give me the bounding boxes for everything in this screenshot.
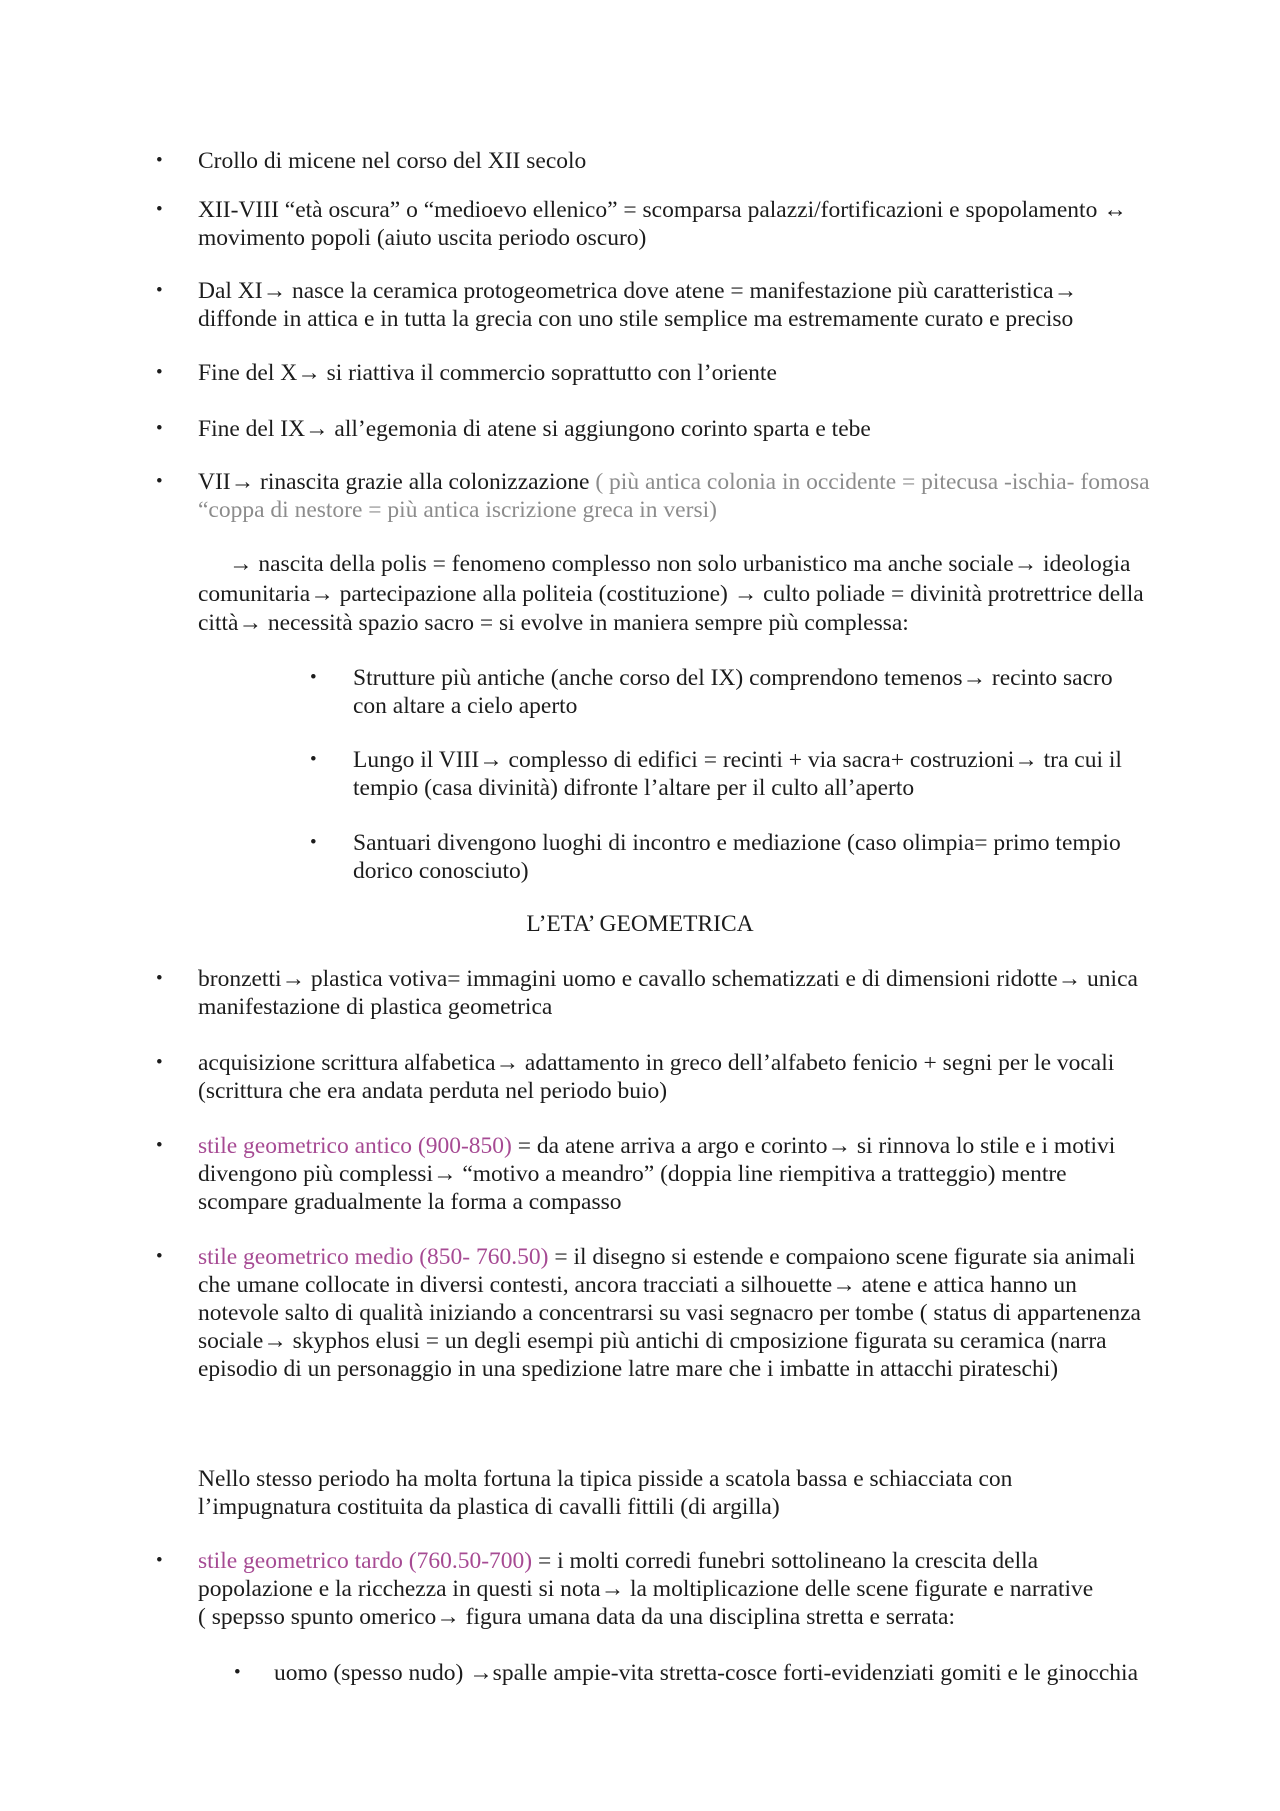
bullet-marker: •: [156, 362, 163, 383]
bullet-marker: •: [310, 667, 317, 688]
bullet-item: [0, 196, 1280, 252]
period-label: stile geometrico antico (900-850): [198, 1133, 512, 1159]
bullet-item: [0, 359, 1280, 387]
item-text: acquisizione scrittura alfabetica→ adattamento in greco dell’alfabeto fenicio + segni per le vocali (scrittura che era andata perduta nel periodo buio): [198, 1050, 1115, 1104]
item-text: Santuari divengono luoghi di incontro e mediazione (caso olimpia= primo tempio dorico conosciuto): [353, 830, 1121, 884]
bullet-marker: •: [234, 1662, 241, 1683]
item-text: Strutture più antiche (anche corso del IX) comprendono temenos→ recinto sacro con altare a cielo aperto: [353, 665, 1113, 719]
bullet-marker: •: [156, 150, 163, 171]
bullet-marker: •: [156, 1550, 163, 1571]
sub-bullet-item: [0, 829, 1280, 885]
item-text: uomo (spesso nudo) →spalle ampie-vita stretta-cosce forti-evidenziati gomiti e le ginocchia: [274, 1660, 1139, 1686]
item-text: Crollo di micene nel corso del XII secolo: [198, 148, 587, 174]
section-heading: L’ETA’ GEOMETRICA: [526, 911, 754, 937]
item-text: XII-VIII “età oscura” o “medioevo ellenico” = scomparsa palazzi/fortificazioni e spopolamento ↔ movimento popoli (aiuto uscita periodo oscuro): [198, 197, 1127, 251]
bullet-marker: •: [156, 418, 163, 439]
period-description: = il disegno si estende e compaiono scene figurate sia animali che umane collocate in diversi contesti, ancora tracciati a silhouette→ atene e attica hanno un notevole salto di qualità iniziando a concentrarsi su vasi segnacro per tombe ( status di appartenenza sociale→ skyphos elusi = un degli esempi più antichi di cmposizione figurata su ceramica (narra episodio di un personaggio in una spedizione latre mare che i imbatte in attacchi pirateschi): [198, 1244, 1141, 1382]
item-text: Lungo il VIII→ complesso di edifici = recinti + via sacra+ costruzioni→ tra cui il tempio (casa divinità) difronte l’altare per il culto all’aperto: [353, 747, 1122, 801]
sub-bullet-item: [0, 746, 1280, 802]
item-text: Fine del X→ si riattiva il commercio soprattutto con l’oriente: [198, 360, 777, 386]
bullet-marker: •: [156, 1135, 163, 1156]
bullet-marker: •: [310, 749, 317, 770]
item-note: ( più antica colonia in occidente = pitecusa -ischia- fomosa “coppa di nestore = più antica iscrizione greca in versi): [198, 469, 1150, 523]
bullet-item: [0, 277, 1280, 333]
item-text: bronzetti→ plastica votiva= immagini uomo e cavallo schematizzati e di dimensioni ridotte→ unica manifestazione di plastica geometrica: [198, 966, 1138, 1020]
item-text: [198, 1547, 1280, 1631]
bullet-marker: •: [156, 471, 163, 492]
item-lead: VII→ rinascita grazie alla colonizzazione: [198, 469, 590, 495]
period-description: = i molti corredi funebri sottolineano la crescita della popolazione e la ricchezza in questi si nota→ la moltiplicazione delle scene figurate e narrative ( spepsso spunto omerico→ figura umana data da una disciplina stretta e serrata:: [198, 1548, 1094, 1630]
item-text: Fine del IX→ all’egemonia di atene si aggiungono corinto sparta e tebe: [198, 416, 871, 442]
pisside-paragraph: Nello stesso periodo ha molta fortuna la tipica pisside a scatola bassa e schiacciata con l’impugnatura costituita da plastica di cavalli fittili (di argilla): [198, 1466, 1013, 1520]
polis-paragraph: → nascita della polis = fenomeno complesso non solo urbanistico ma anche sociale→ ideologia comunitaria→ partecipazione alla politeia (costituzione) → culto poliade = divinità protrettrice della città→ necessità spazio sacro = si evolve in maniera sempre più complessa:: [198, 551, 1144, 636]
period-label: stile geometrico tardo (760.50-700): [198, 1548, 533, 1574]
bullet-item: [0, 415, 1280, 443]
bullet-marker: •: [156, 968, 163, 989]
item-text: Dal XI→ nasce la ceramica protogeometrica dove atene = manifestazione più caratteristica→ diffonde in attica e in tutta la grecia con uno stile semplice ma estremamente curato e preciso: [198, 278, 1078, 332]
bullet-item: [0, 1547, 1280, 1631]
bullet-marker: •: [156, 199, 163, 220]
item-text: [198, 1132, 1280, 1216]
bullet-marker: •: [310, 832, 317, 853]
bullet-item: [0, 965, 1280, 1021]
period-label: stile geometrico medio (850- 760.50): [198, 1244, 549, 1270]
sub-bullet-item: [0, 1659, 1280, 1687]
bullet-item: [0, 147, 1280, 175]
bullet-item: [0, 1243, 1280, 1383]
item-text: [198, 468, 1280, 524]
sub-bullet-item: [0, 664, 1280, 720]
bullet-item: [0, 468, 1280, 524]
bullet-item: [0, 1049, 1280, 1105]
period-description: = da atene arriva a argo e corinto→ si rinnova lo stile e i motivi divengono più complessi→ “motivo a meandro” (doppia line riempitiva a tratteggio) mentre scompare gradualmente la forma a compasso: [198, 1133, 1116, 1215]
item-text: [198, 1243, 1280, 1383]
bullet-marker: •: [156, 1246, 163, 1267]
bullet-marker: •: [156, 1052, 163, 1073]
bullet-item: [0, 1132, 1280, 1216]
bullet-marker: •: [156, 280, 163, 301]
